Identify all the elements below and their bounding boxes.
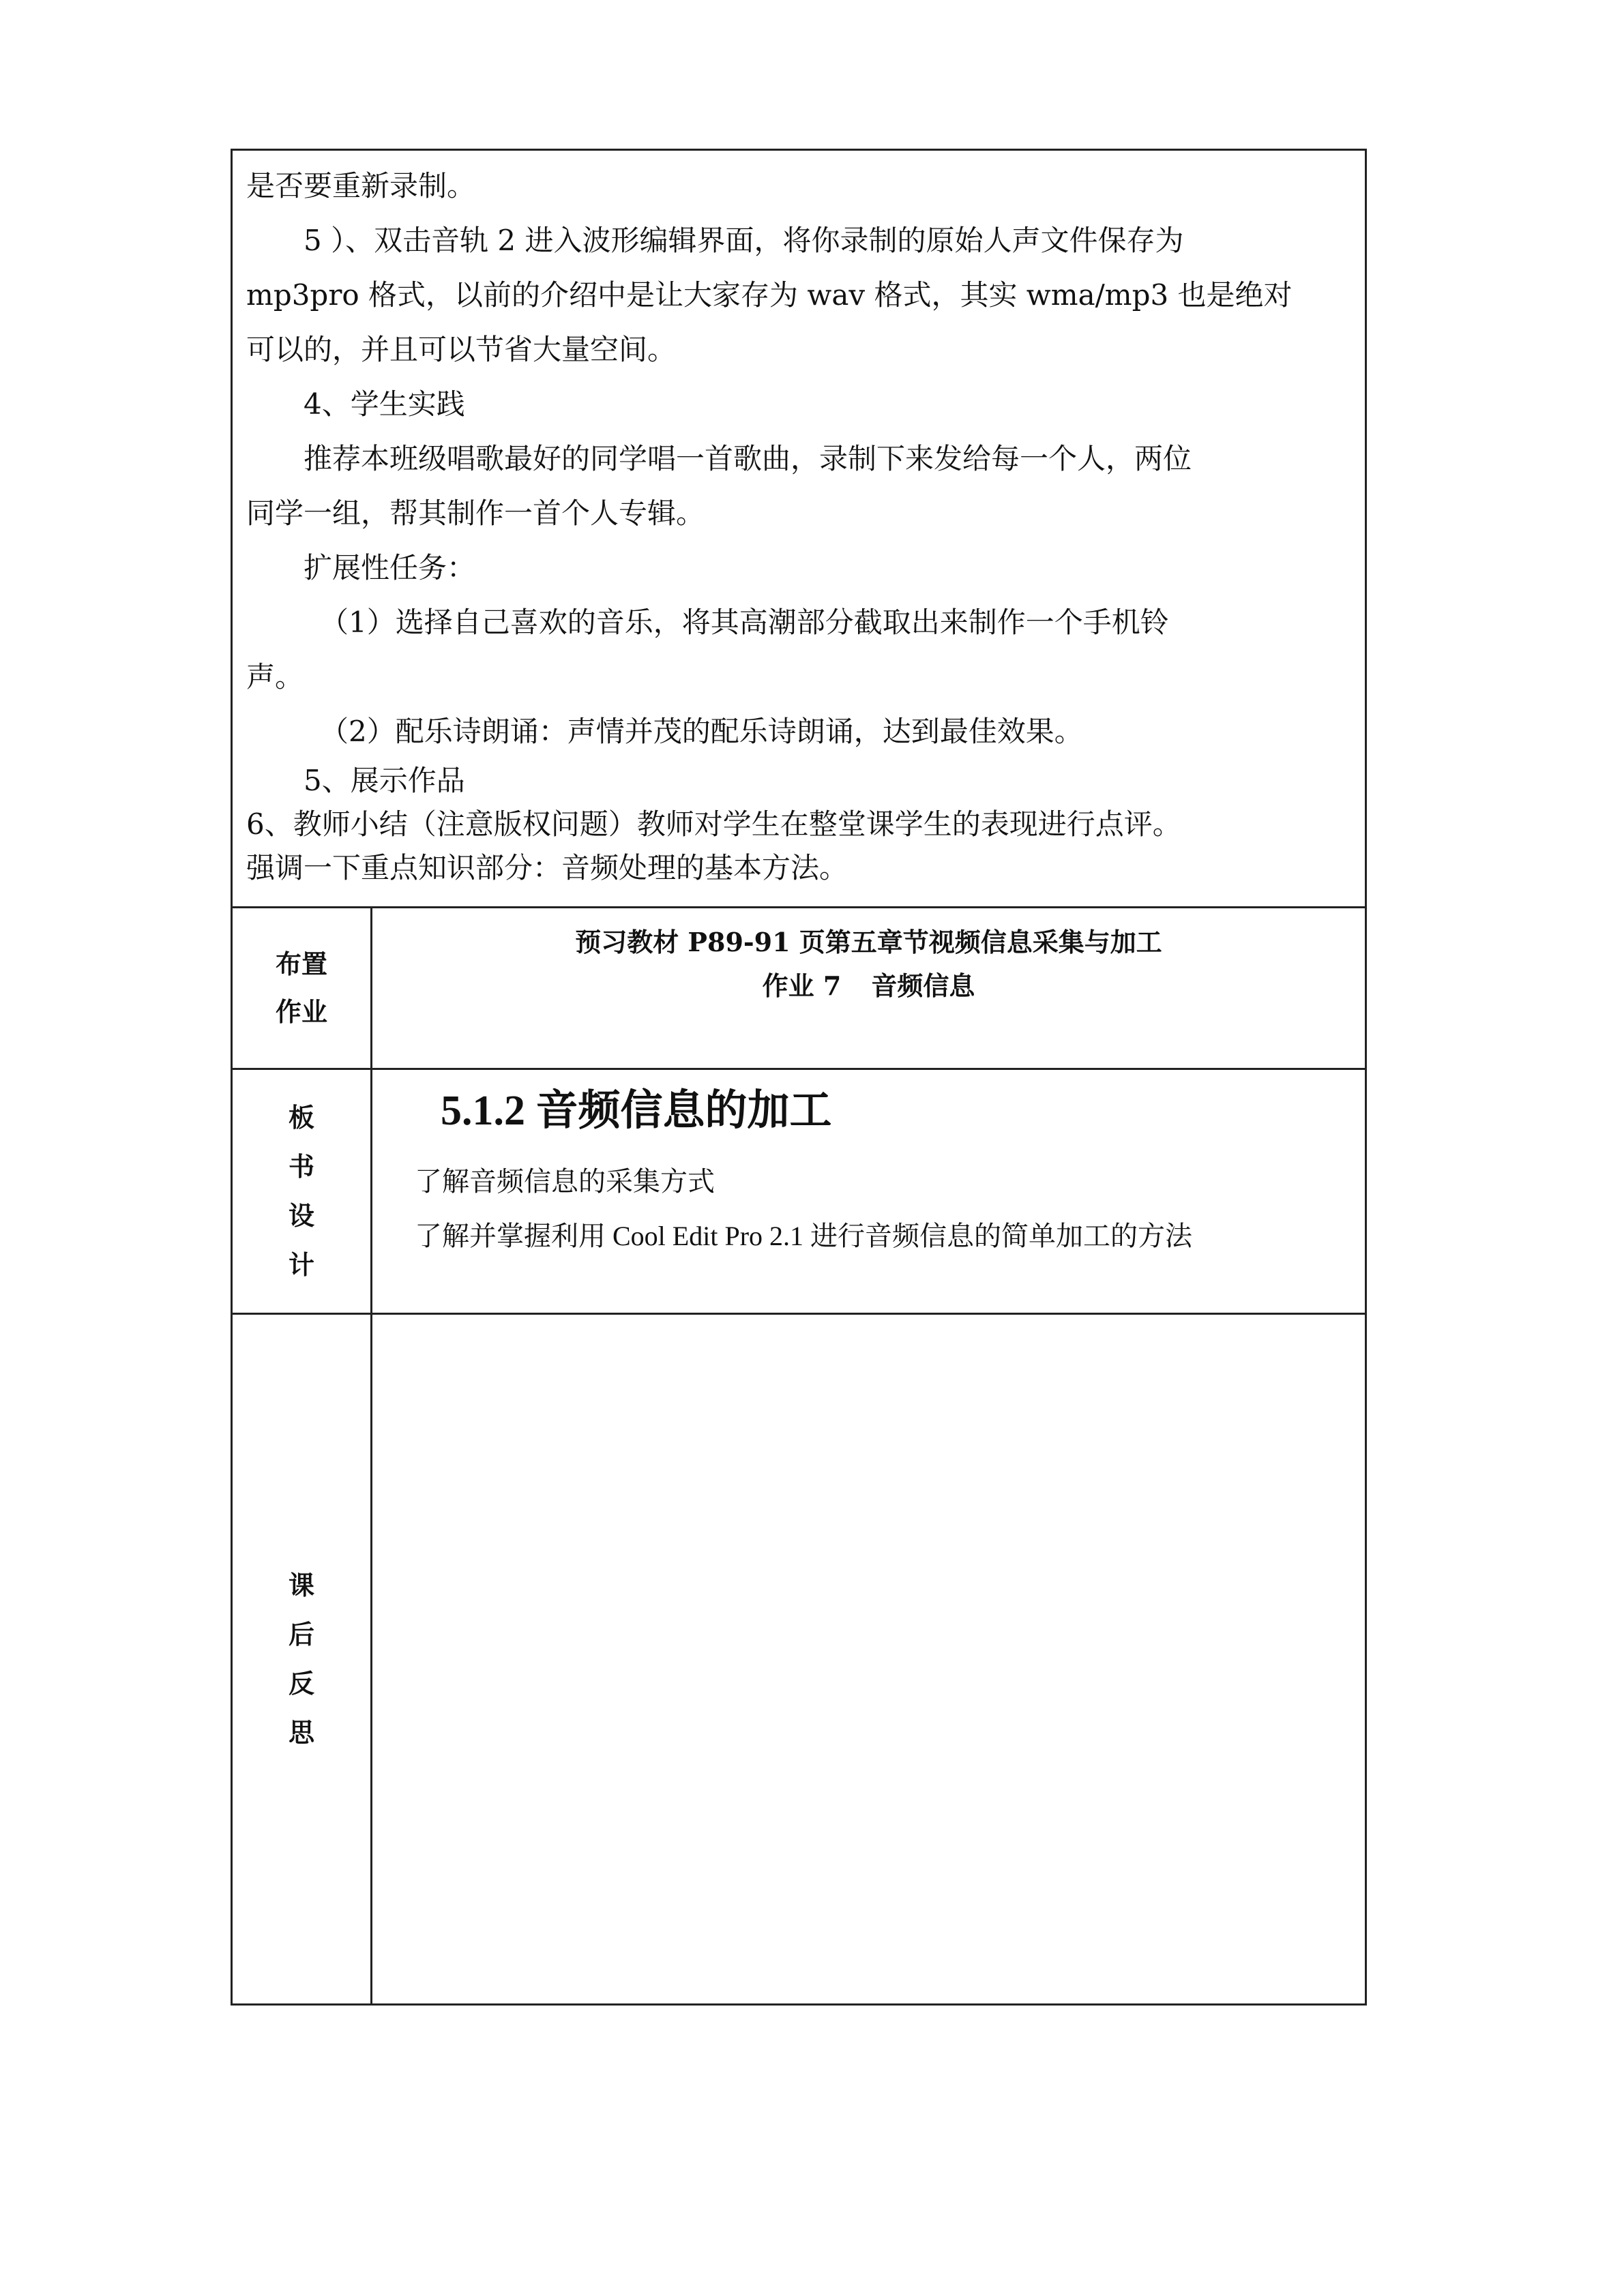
paragraph: 声。 [246,660,304,694]
assignment-content [372,908,1366,1069]
paragraph: 强调一下重点知识部分：音频处理的基本方法。 [246,851,848,884]
assignment-homework-topic: 音频信息 [871,970,975,1001]
board-design-content [372,1069,1366,1314]
reflection-label-char: 课 [288,1570,314,1600]
procedure-row [232,150,1366,908]
assignment-label [232,908,372,1069]
reflection-content [372,1314,1366,2005]
paragraph: 同学一组，帮其制作一首个人专辑。 [246,496,705,530]
board-label-char: 板 [288,1103,314,1133]
paragraph: 5、展示作品 [304,764,465,797]
reflection-label [232,1314,372,2005]
assignment-label-line: 作业 [275,997,327,1027]
assignment-homework-number: 作业 7 [762,970,842,1001]
reflection-row [232,1314,1366,2005]
assignment-label-line: 布置 [275,949,327,979]
paragraph: 5 ）、双击音轨 2 进入波形编辑界面，将你录制的原始人声文件保存为 [304,224,1184,257]
assignment-line [372,964,1365,1008]
paragraph: 是否要重新录制。 [246,169,476,203]
paragraph: 6、教师小结（注意版权问题）教师对学生在整堂课学生的表现进行点评。 [246,807,1181,841]
reflection-label-char: 思 [288,1718,314,1748]
board-label-char: 设 [288,1201,314,1231]
paragraph: 4、学生实践 [304,387,465,421]
paragraph: 可以的，并且可以节省大量空间。 [246,333,677,366]
lesson-plan-table [231,149,1367,2006]
paragraph: （2）配乐诗朗诵：声情并茂的配乐诗朗诵，达到最佳效果。 [320,715,1083,748]
paragraph: mp3pro 格式，以前的介绍中是让大家存为 wav 格式，其实 wma/mp3 也是绝对 [246,278,1293,312]
board-design-row [232,1069,1366,1314]
procedure-cell [232,150,1366,908]
board-label-char: 计 [288,1250,314,1280]
assignment-row [232,908,1366,1069]
reflection-label-char: 后 [288,1620,314,1650]
board-design-label [232,1069,372,1314]
board-item: 了解并掌握利用 Cool Edit Pro 2.1 进行音频信息的简单加工的方法 [415,1221,1193,1251]
paragraph: 推荐本班级唱歌最好的同学唱一首歌曲，录制下来发给每一个人，两位 [304,442,1192,475]
reflection-label-char: 反 [288,1669,314,1699]
board-title: 5.1.2 音频信息的加工 [441,1088,832,1134]
assignment-line: 预习教材 P89-91 页第五章节视频信息采集与加工 [575,927,1162,957]
paragraph: 扩展性任务： [304,551,476,584]
board-label-char: 书 [288,1152,314,1182]
board-item: 了解音频信息的采集方式 [415,1166,715,1197]
paragraph: （1）选择自己喜欢的音乐，将其高潮部分截取出来制作一个手机铃 [320,606,1169,639]
